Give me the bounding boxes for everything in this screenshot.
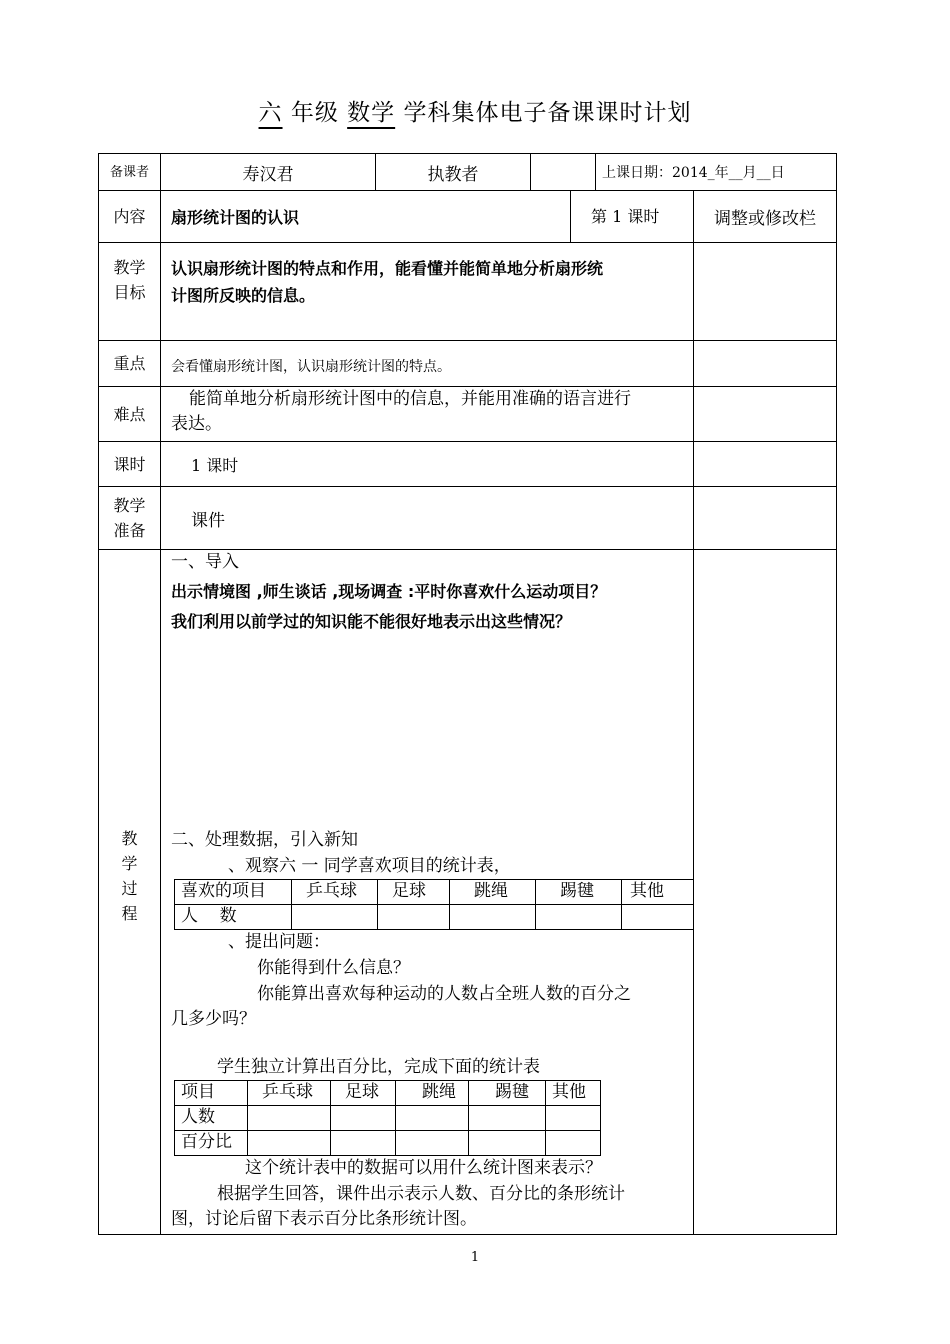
process-adjust-cell [694,550,837,1235]
hours-label: 课时 [99,442,161,487]
table2-cell [396,1106,469,1131]
process-label: 教 学 过 程 [99,550,161,1235]
question-2-line-2: 几多少吗？ [171,1009,256,1029]
hours-value: 1 课时 [161,442,694,487]
title-grade-suffix: 年级 [290,100,339,126]
header-row [99,154,837,191]
table2-cell [469,1106,546,1131]
table1-row-label: 人 数 [175,905,292,930]
table2-cell [331,1106,396,1131]
table2-header: 足球 [331,1081,396,1106]
prep-row [99,487,837,550]
title-subject: 数学 [347,100,396,126]
table2-header: 跳绳 [396,1081,469,1106]
adjust-column-label: 调整或修改栏 [694,191,837,243]
content-value: 扇形统计图的认识 [161,191,571,243]
table2-cell [546,1131,601,1156]
observe-text: 、观察六 一 同学喜欢项目的统计表， [228,856,511,876]
title-rest: 学科集体电子备课课时计划 [403,100,692,126]
key-value: 会看懂扇形统计图，认识扇形统计图的特点。 [161,341,694,387]
table1-cell [622,905,694,930]
goal-row [99,243,837,341]
difficulty-row [99,387,837,442]
table2-count-row [175,1106,601,1131]
prep-value: 课件 [161,487,694,550]
table1-header: 跳绳 [450,880,536,905]
section-intro-heading: 一、导入 [171,552,239,572]
table2-cell [248,1131,331,1156]
hours-row [99,442,837,487]
goal-adjust-cell [694,243,837,341]
table2-cell [396,1131,469,1156]
goal-label: 教学目标 [113,258,146,302]
page-number: 1 [470,1250,480,1265]
section-data-heading: 二、处理数据，引入新知 [171,830,358,850]
prep-label: 教学准备 [113,496,146,540]
answer-line-1: 根据学生回答，课件出示表示人数、百分比的条形统计 [217,1184,625,1204]
ask-heading: 、提出问题： [228,932,330,952]
hours-adjust-cell [694,442,837,487]
table1-cell [292,905,378,930]
key-adjust-cell [694,341,837,387]
preparer-name: 寿汉君 [161,154,376,191]
calc-instruction: 学生独立计算出百分比，完成下面的统计表 [217,1057,540,1077]
table1-cell [536,905,622,930]
table2-header-row [175,1081,601,1106]
title-grade: 六 [258,100,283,126]
table1-header: 其他 [622,880,694,905]
table1-cell [450,905,536,930]
table2-cell [248,1106,331,1131]
class-date: 上课日期：2014_年__月__日 [596,154,837,191]
difficulty-adjust-cell [694,387,837,442]
table1-count-row [175,905,694,930]
table1-header: 喜欢的项目 [175,880,292,905]
goal-line-2: 计图所反映的信息。 [171,286,316,305]
preparer-label: 备课者 [99,154,161,191]
table1-header: 乒乓球 [292,880,378,905]
sports-preference-table [174,879,694,930]
difficulty-line-1: 能简单地分析扇形统计图中的信息，并能用准确的语言进行 [189,389,631,409]
question-1: 你能得到什么信息？ [257,958,410,978]
table1-header-row [175,880,694,905]
table1-header: 足球 [378,880,450,905]
table2-header: 乒乓球 [248,1081,331,1106]
page-title [0,94,950,127]
content-label: 内容 [99,191,161,243]
table1-header: 踢毽 [536,880,622,905]
lesson-number: 第 1 课时 [571,191,694,243]
content-row [99,191,837,243]
intro-line-2: 我们利用以前学过的知识能不能很好地表示出这些情况？ [171,612,572,631]
table2-header: 踢毽 [469,1081,546,1106]
table2-cell [331,1131,396,1156]
table2-header: 项目 [175,1081,248,1106]
key-label: 重点 [99,341,161,387]
teacher-name [531,154,596,191]
table2-percent-row [175,1131,601,1156]
teacher-label: 执教者 [376,154,531,191]
table2-header: 其他 [546,1081,601,1106]
chart-question: 这个统计表中的数据可以用什么统计图来表示？ [245,1158,602,1178]
difficulty-label: 难点 [99,387,161,442]
table2-row-label: 人数 [175,1106,248,1131]
intro-line-1: 出示情境图 ,师生谈话 ,现场调查 :平时你喜欢什么运动项目？ [171,582,607,601]
table2-row-label: 百分比 [175,1131,248,1156]
answer-line-2: 图，讨论后留下表示百分比条形统计图。 [171,1209,477,1229]
table1-cell [378,905,450,930]
table2-cell [546,1106,601,1131]
prep-adjust-cell [694,487,837,550]
question-2-line-1: 你能算出喜欢每种运动的人数占全班人数的百分之 [257,984,631,1004]
table2-cell [469,1131,546,1156]
difficulty-line-2: 表达。 [171,414,222,434]
key-row [99,341,837,387]
percentage-table [174,1080,601,1156]
goal-line-1: 认识扇形统计图的特点和作用，能看懂并能简单地分析扇形统 [171,259,604,278]
